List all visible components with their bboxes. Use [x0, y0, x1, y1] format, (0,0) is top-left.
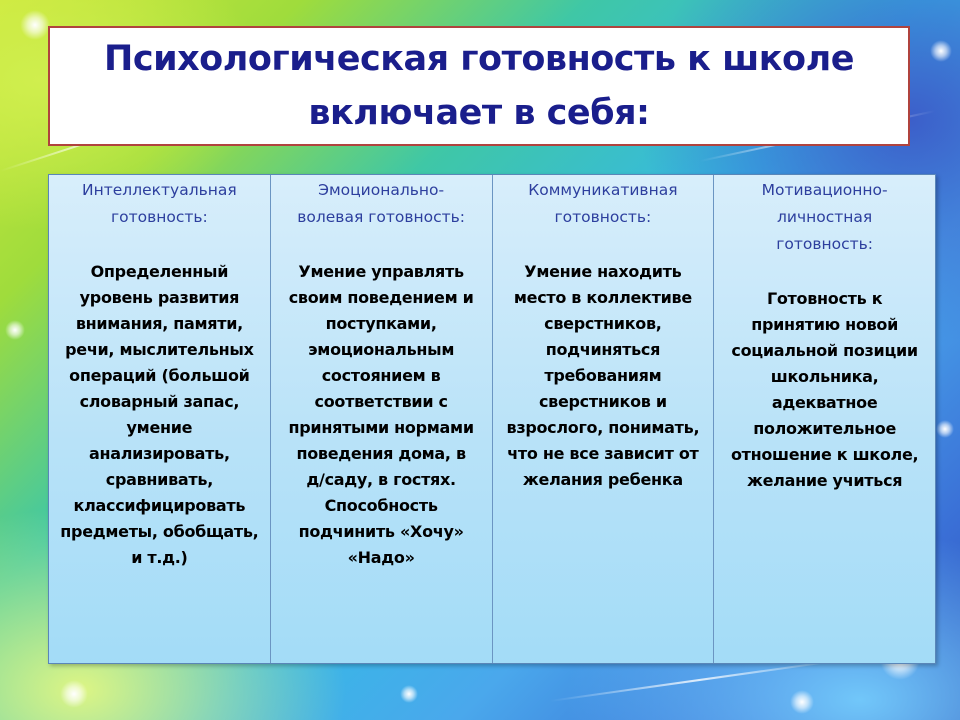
column-heading: Мотивационно- личностная готовность: — [761, 181, 888, 253]
column-motivational — [714, 175, 935, 663]
sparkle — [5, 320, 25, 340]
sparkle — [60, 680, 88, 708]
column-body: Готовность к принятию новой социальной позиции школьника, адекватное положительное отношение к школе, желание учиться — [730, 289, 919, 490]
column-emotional-volitional — [271, 175, 493, 663]
column-intellectual — [49, 175, 271, 663]
sparkle — [790, 690, 814, 714]
slide-title: Психологическая готовность к школе включает в себя: — [104, 39, 854, 133]
title-box — [48, 26, 910, 146]
readiness-table — [48, 174, 936, 664]
column-communicative — [493, 175, 715, 663]
column-heading: Коммуникативная готовность: — [528, 181, 678, 226]
column-body: Определенный уровень развития внимания, памяти, речи, мыслительных операций (большой словарный запас, умение анализировать, сравнивать, классифицировать предметы, обобщать, и т.д.) — [60, 262, 259, 567]
sparkle — [400, 685, 418, 703]
sparkle — [936, 420, 954, 438]
column-body: Умение находить место в коллективе сверстников, подчиняться требованиям сверстников и взрослого, понимать, что не все зависит от желания ребенка — [506, 262, 700, 489]
column-body: Умение управлять своим поведением и поступками, эмоциональным состоянием в соответствии с принятыми нормами поведения дома, в д/саду, в гостях. Способность подчинить «Хочу» «Надо» — [288, 262, 474, 567]
column-heading: Интеллектуальная готовность: — [82, 181, 237, 226]
sparkle — [930, 40, 952, 62]
column-heading: Эмоционально- волевая готовность: — [297, 181, 465, 226]
sparkle — [20, 10, 50, 40]
